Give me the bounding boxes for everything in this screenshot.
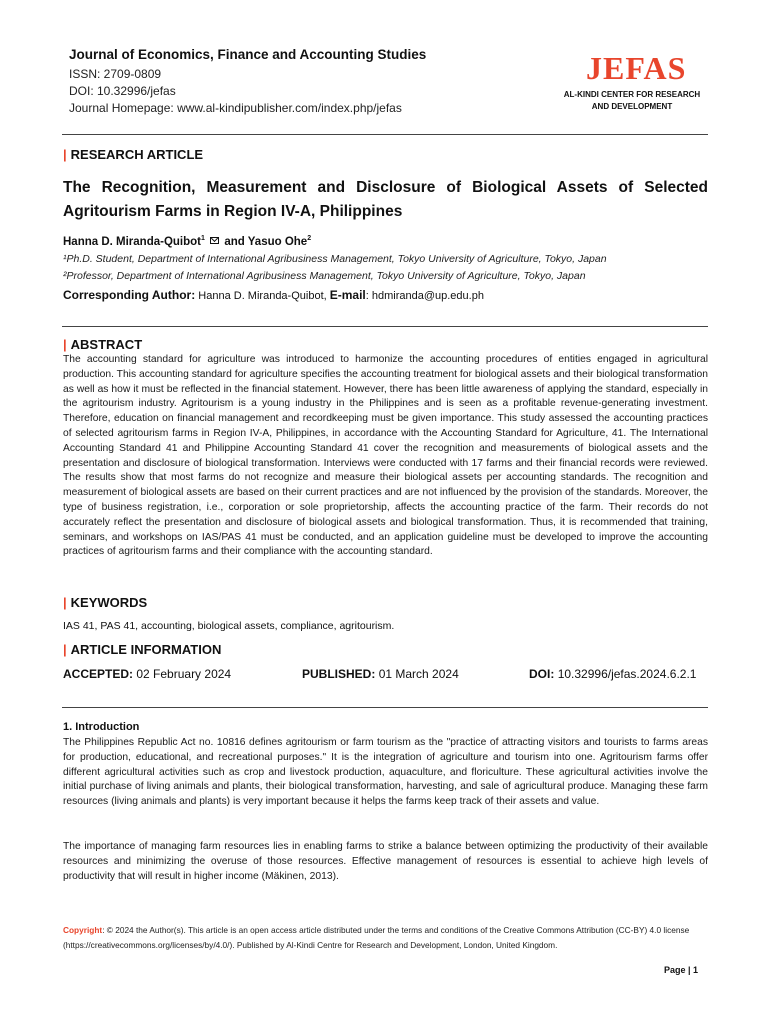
author-connector: and — [224, 235, 245, 248]
keywords-heading — [63, 595, 147, 610]
author-1: Hanna D. Miranda-Quibot — [63, 235, 201, 248]
corresponding-name: Hanna D. Miranda-Quibot, — [198, 290, 327, 302]
published-label: PUBLISHED: — [302, 667, 376, 681]
abstract-divider — [62, 326, 708, 327]
doi-label: DOI: — [529, 667, 555, 681]
accepted-date — [63, 667, 231, 681]
published-date — [302, 667, 459, 681]
affiliation-1: ¹Ph.D. Student, Department of International Agribusiness Management, Tokyo University of Agriculture, Tokyo, Japan — [63, 253, 607, 265]
author-line — [63, 235, 311, 248]
journal-title: Journal of Economics, Finance and Accounting Studies — [69, 47, 427, 62]
abstract-text: The accounting standard for agriculture was introduced to harmonize the accounting procedures of entities engaged in agricultural production. This accounting standard for agriculture specifies the accounting treatment for biological assets and their biological transformation as well as how it must be reflected in the financial statement. However, there has been little awareness of applying the standard, especially in the agritourism industry. Agritourism is a young industry in the Philippines and is seen as a profitable revenue-generating investment. Therefore, education on financial management and recordkeeping must be given importance. This study assessed the accounting practices of selected agritourism farms in Region IV-A, Philippines, in accordance with the Accounting Standard for Agriculture, 41. The International Accounting Standard 41 and Philippine Accounting Standard 41 cover the recognition and measurements of biological assets and the presentation and disclosure of biological transformation. Interviews were conducted with 17 farms and their financial records were reviewed. The results show that most farms do not recognize and measure their biological assets per accounting standards. The recognition and measurement of biological assets are based on their current practices and are not influenced by the provision of the standards. Moreover, the type of business registration, i.e., corporation or sole proprietorship, affects the accounting practice of the farm. Their records do not accurately reflect the presentation and disclosure of biological assets and biological transformation. Thus, it is recommended that training, seminars, and workshops on IAS/PAS 41 must be conducted, and an application guideline must be developed to improve the accounting practices of agritourism farms and their compliance with the accounting standard. — [63, 354, 708, 558]
article-info-heading-label: ARTICLE INFORMATION — [70, 642, 222, 657]
header-divider — [62, 134, 708, 135]
org-line-2: AND DEVELOPMENT — [591, 102, 673, 111]
copyright-label: Copyright — [63, 925, 103, 935]
author-2: Yasuo Ohe — [247, 235, 308, 248]
article-info-heading — [63, 642, 221, 657]
keywords-heading-label: KEYWORDS — [70, 595, 148, 610]
article-doi — [529, 667, 696, 681]
corresponding-author — [63, 288, 484, 302]
accent-bar: | — [63, 147, 67, 162]
keywords-text: IAS 41, PAS 41, accounting, biological assets, compliance, agritourism. — [63, 620, 395, 632]
envelope-icon[interactable] — [210, 237, 219, 244]
abstract-heading — [63, 337, 142, 352]
introduction-paragraph-1: The Philippines Republic Act no. 10816 defines agritourism or farm tourism as the "practice of attracting visitors and tourists to farms areas for production, educational, and recreational purposes." It is the integration of agriculture and tourism into one. Agritourism farms offer different agricultural activities such as crop and livestock production, aquaculture, and floriculture. These agricultural activities involve the initial purchase of living animals and plants, their biological transformation, harvesting, and sale of agricultural produce. Managing these farm resources (living animals and plants) is very important because it helps the farms keep track of their assets and value. — [63, 737, 708, 808]
copyright-notice — [63, 923, 708, 953]
author-1-affil: 1 — [201, 235, 205, 242]
article-type-label: RESEARCH ARTICLE — [70, 147, 204, 162]
journal-doi: DOI: 10.32996/jefas — [69, 84, 176, 98]
corresponding-email[interactable]: : hdmiranda@up.edu.ph — [365, 290, 484, 302]
accepted-value: 02 February 2024 — [136, 667, 232, 681]
info-divider — [62, 707, 708, 708]
accent-bar: | — [63, 595, 67, 610]
corresponding-label: Corresponding Author: — [63, 288, 196, 302]
copyright-text: : © 2024 the Author(s). This article is an open access article distributed under the terms and conditions of the Creative Commons Attribution (CC-BY) 4.0 license (https://creativecommons.org/licenses/by/4.0/). Published by Al-Kindi Centre for Research and Development, London, United Kingdom. — [63, 925, 690, 950]
journal-issn: ISSN: 2709-0809 — [69, 67, 162, 81]
publisher-org — [562, 89, 702, 113]
introduction-paragraph-2: The importance of managing farm resources lies in enabling farms to strike a balance between optimizing the productivity of their available resources and minimizing the overuse of those resources. Effective management of resources is essential to achieve high levels of productivity that will result in higher income (Mäkinen, 2013). — [63, 841, 708, 882]
org-line-1: AL-KINDI CENTER FOR RESEARCH — [563, 90, 701, 99]
article-type — [63, 147, 203, 162]
introduction-heading: 1. Introduction — [63, 721, 140, 733]
accent-bar: | — [63, 337, 67, 352]
doi-value[interactable]: 10.32996/jefas.2024.6.2.1 — [557, 667, 697, 681]
accepted-label: ACCEPTED: — [63, 667, 134, 681]
accent-bar: | — [63, 642, 67, 657]
jefas-logo: JEFAS — [586, 50, 687, 86]
journal-homepage[interactable]: Journal Homepage: www.al-kindipublisher.com/index.php/jefas — [69, 101, 402, 115]
page-number: Page | 1 — [664, 965, 699, 975]
affiliation-2: ²Professor, Department of International Agribusiness Management, Tokyo University of Agriculture, Tokyo, Japan — [63, 270, 586, 282]
published-value: 01 March 2024 — [378, 667, 459, 681]
author-2-affil: 2 — [307, 235, 312, 242]
paper-title: The Recognition, Measurement and Disclosure of Biological Assets of Selected Agritourism Farms in Region IV-A, Philippines — [63, 179, 708, 220]
abstract-heading-label: ABSTRACT — [70, 337, 143, 352]
email-label: E-mail — [329, 288, 366, 302]
